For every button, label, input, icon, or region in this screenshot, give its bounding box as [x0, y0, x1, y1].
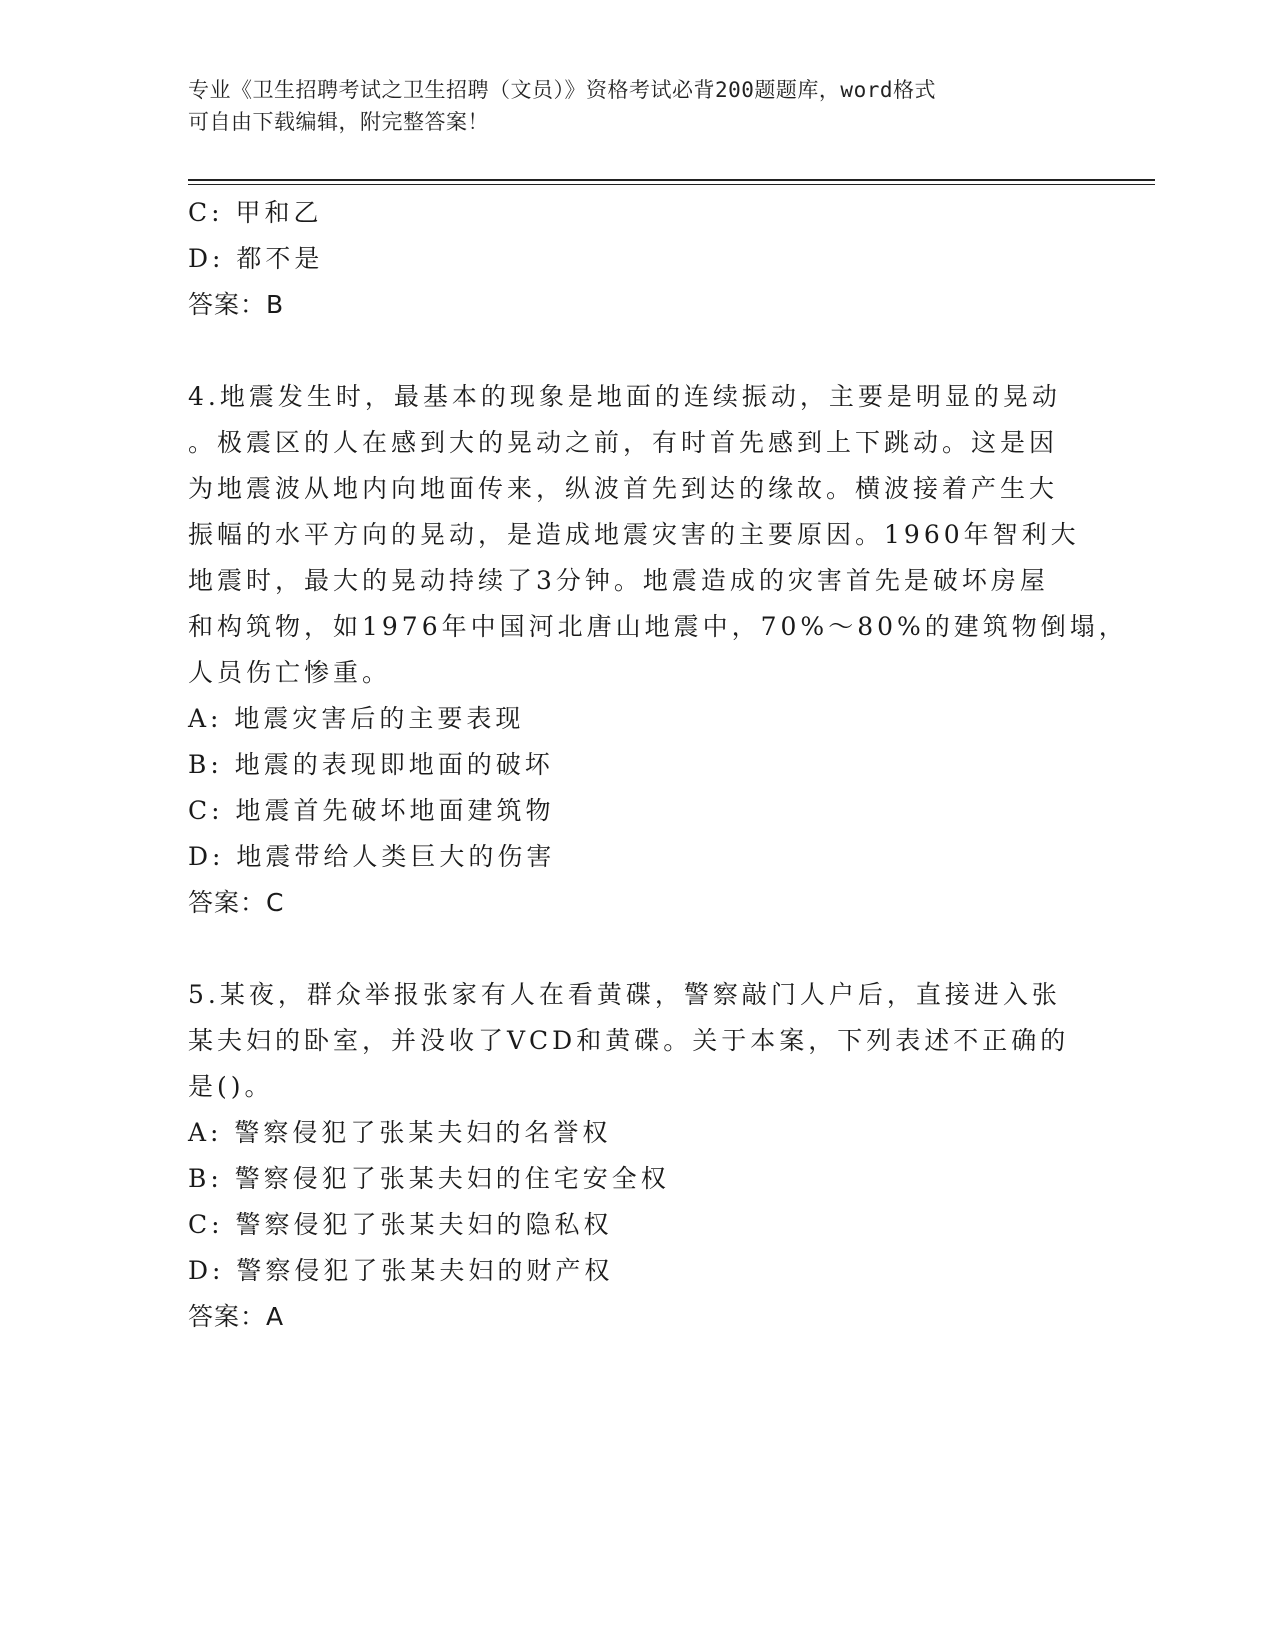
option-a: A: 警察侵犯了张某夫妇的名誉权 — [188, 1118, 612, 1147]
document-body — [188, 190, 1128, 1340]
stem-line: 地震时，最大的晃动持续了3分钟。地震造成的灾害首先是破坏房屋 — [188, 566, 1049, 595]
stem-line: 人员伤亡惨重。 — [188, 658, 392, 687]
option-a: A: 地震灾害后的主要表现 — [188, 704, 525, 733]
question-5 — [188, 972, 1068, 1340]
stem-line: 4.地震发生时，最基本的现象是地面的连续振动，主要是明显的晃动 — [188, 382, 1061, 411]
answer-line: 答案：B — [188, 290, 285, 319]
question-stem — [188, 972, 1068, 1110]
question-stem — [188, 374, 1128, 696]
option-d: D: 警察侵犯了张某夫妇的财产权 — [188, 1256, 614, 1285]
stem-line: 振幅的水平方向的晃动，是造成地震灾害的主要原因。1960年智利大 — [188, 520, 1080, 549]
stem-line: 某夫妇的卧室，并没收了VCD和黄碟。关于本案，下列表述不正确的 — [188, 1026, 1070, 1055]
spacer — [188, 328, 1068, 374]
answer-line: 答案：C — [188, 888, 285, 917]
header-line-2: 可自由下载编辑，附完整答案！ — [188, 110, 489, 134]
stem-line: 。极震区的人在感到大的晃动之前，有时首先感到上下跳动。这是因 — [188, 428, 1059, 457]
option-c: C: 地震首先破坏地面建筑物 — [188, 796, 555, 825]
option-c: C: 警察侵犯了张某夫妇的隐私权 — [188, 1210, 613, 1239]
question-4 — [188, 374, 1128, 926]
spacer — [188, 926, 1068, 972]
option-b: B: 地震的表现即地面的破坏 — [188, 750, 554, 779]
stem-line: 为地震波从地内向地面传来，纵波首先到达的缘故。横波接着产生大 — [188, 474, 1059, 503]
question-3-tail — [188, 190, 1068, 328]
stem-line: 和构筑物，如1976年中国河北唐山地震中，70%～80%的建筑物倒塌， — [188, 612, 1128, 641]
header-line-1: 专业《卫生招聘考试之卫生招聘（文员）》资格考试必背200题题库，word格式 — [188, 78, 936, 102]
option-d: D: 地震带给人类巨大的伤害 — [188, 842, 556, 871]
header-rule-thick — [188, 179, 1155, 181]
option-b: B: 警察侵犯了张某夫妇的住宅安全权 — [188, 1164, 670, 1193]
stem-line: 5.某夜，群众举报张家有人在看黄碟，警察敲门人户后，直接进入张 — [188, 980, 1061, 1009]
answer-line: 答案：A — [188, 1302, 285, 1331]
option-c: C: 甲和乙 — [188, 198, 323, 227]
stem-line: 是()。 — [188, 1072, 274, 1101]
page-header — [188, 74, 1068, 138]
header-rule-thin — [188, 184, 1155, 185]
option-d: D: 都不是 — [188, 244, 324, 273]
